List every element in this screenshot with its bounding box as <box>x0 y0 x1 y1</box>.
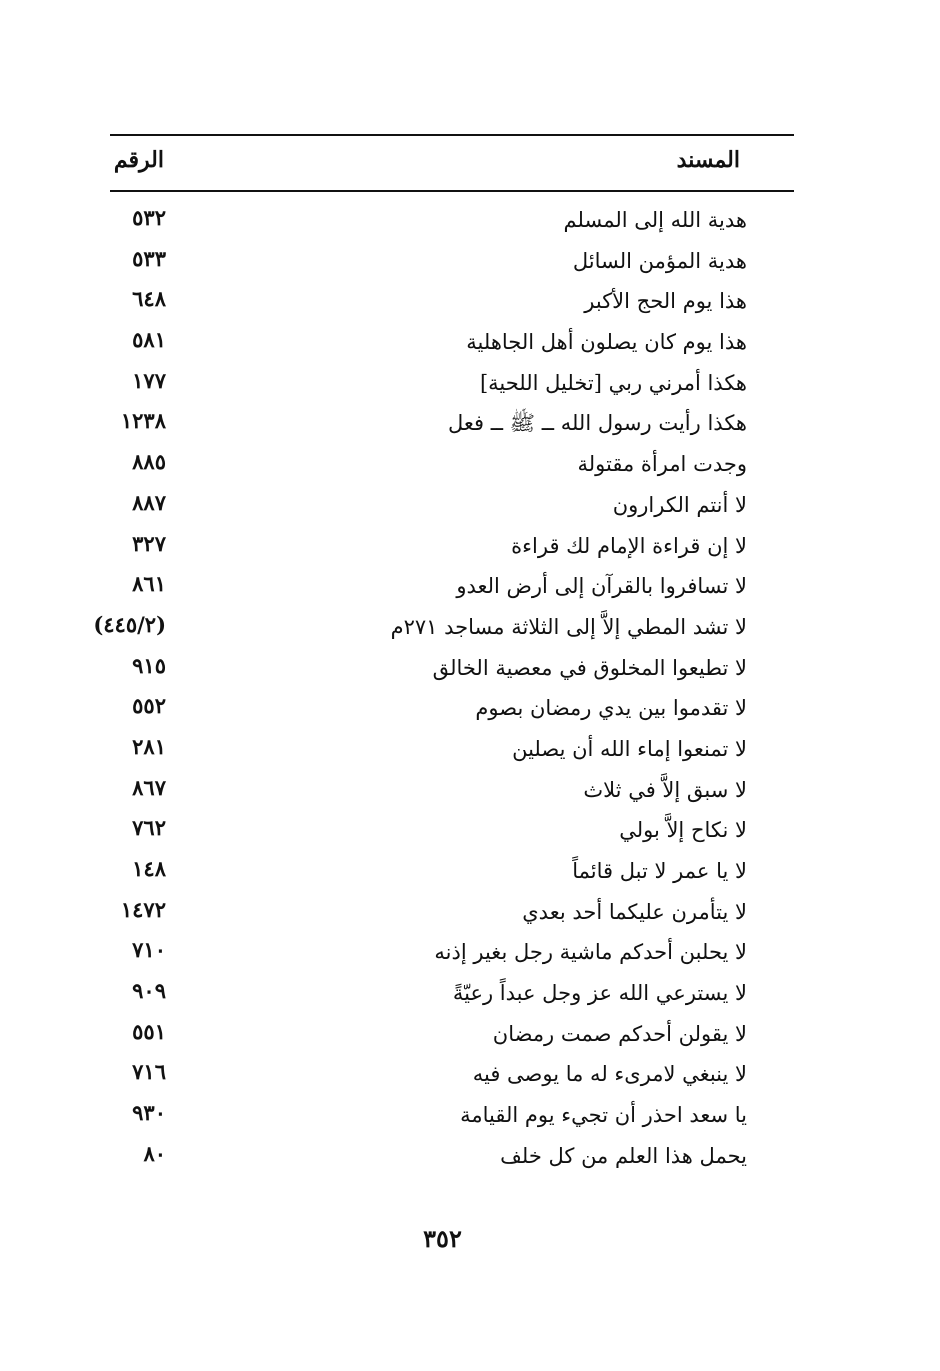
hadith-text: لا تطيعوا المخلوق في معصية الخالق <box>432 655 747 680</box>
hadith-number: ٥٨١ <box>132 327 166 353</box>
hadith-number: ٢٨١ <box>132 733 166 759</box>
list-item <box>100 566 750 607</box>
hadith-number: ١٢٣٨ <box>120 408 166 434</box>
hadith-number: ٨٨٧ <box>132 489 166 515</box>
hadith-number: ٩١٥ <box>132 652 166 678</box>
list-item <box>100 526 750 567</box>
hadith-number: ٧١٠ <box>132 937 166 963</box>
hadith-number: ٨٠ <box>143 1140 166 1166</box>
hadith-text: لا تقدموا بين يدي رمضان بصوم <box>475 696 747 721</box>
hadith-number: ٥٣٣ <box>132 245 166 271</box>
hadith-text: هدية المؤمن السائل <box>572 248 747 273</box>
list-item <box>100 1095 750 1136</box>
hadith-text: وجدت امرأة مقتولة <box>577 452 747 477</box>
hadith-number: ٥٥١ <box>132 1018 166 1044</box>
list-item <box>100 648 750 689</box>
hadith-text: يحمل هذا العلم من كل خلف <box>500 1143 747 1168</box>
hadith-text: لا يقولن أحدكم صمت رمضان <box>492 1021 747 1046</box>
hadith-text: لا تمنعوا إماء الله أن يصلين <box>512 736 747 761</box>
hadith-text: يا سعد احذر أن تجيء يوم القيامة <box>460 1103 747 1128</box>
list-item <box>100 810 750 851</box>
header-bottom-rule <box>110 190 794 192</box>
hadith-number: ٥٥٢ <box>132 693 166 719</box>
hadith-text: هدية الله إلى المسلم <box>563 208 747 232</box>
hadith-text: هذا يوم كان يصلون أهل الجاهلية <box>466 330 747 355</box>
list-item <box>100 729 750 770</box>
index-list <box>93 200 750 1177</box>
hadith-number: ٩٠٩ <box>132 978 166 1004</box>
header-top-rule <box>110 134 794 136</box>
hadith-number: ١٤٧٢ <box>120 896 166 922</box>
hadith-number: ٧٦٢ <box>132 815 166 841</box>
hadith-text: لا يا عمر لا تبل قائماً <box>572 859 747 883</box>
list-item <box>93 607 750 648</box>
list-item <box>100 281 750 322</box>
hadith-number: ٨٦١ <box>132 571 166 597</box>
hadith-text: لا تسافروا بالقرآن إلى أرض العدو <box>456 574 747 599</box>
list-item <box>100 444 750 485</box>
list-item <box>100 363 750 404</box>
list-item <box>100 485 750 526</box>
hadith-number: ٦٤٨ <box>132 286 166 312</box>
hadith-number: ٨٨٥ <box>132 449 166 475</box>
hadith-number: ٣٢٧ <box>132 530 166 556</box>
list-item <box>100 932 750 973</box>
hadith-number: ٩٣٠ <box>132 1100 166 1126</box>
hadith-number: ٧١٦ <box>132 1059 166 1085</box>
hadith-text: لا ينبغي لامرىء له ما يوصى فيه <box>472 1062 747 1087</box>
hadith-text: لا سبق إلاَّ في ثلاث <box>583 777 747 802</box>
list-item <box>100 892 750 933</box>
hadith-text: لا إن قراءة الإمام لك قراءة <box>511 533 747 558</box>
hadith-number: ٥٣٢ <box>132 205 166 230</box>
column-header-musnad: المسند <box>676 147 740 173</box>
list-item <box>100 973 750 1014</box>
list-item <box>100 322 750 363</box>
list-item <box>100 851 750 892</box>
list-item <box>100 770 750 811</box>
hadith-number: ٨٦٧ <box>132 774 166 800</box>
list-item <box>100 403 750 444</box>
list-item <box>100 1054 750 1095</box>
list-item <box>100 241 750 282</box>
hadith-text: لا أنتم الكرارون <box>612 492 747 517</box>
hadith-text: لا نكاح إلاَّ بولي <box>619 818 747 843</box>
list-item <box>100 1014 750 1055</box>
hadith-text: لا تشد المطي إلاَّ إلى الثلاثة مساجد ٢٧١م <box>390 614 747 639</box>
list-item <box>100 1136 750 1177</box>
column-header-number: الرقم <box>113 147 164 173</box>
hadith-text: لا يحلبن أحدكم ماشية رجل بغير إذنه <box>434 940 747 965</box>
hadith-number: (٤٤٥/٢) <box>93 611 166 637</box>
page-number: ٣٥٢ <box>423 1224 462 1253</box>
hadith-text: هذا يوم الحج الأكبر <box>584 289 747 314</box>
list-item <box>100 200 750 241</box>
hadith-number: ١٧٧ <box>132 367 166 393</box>
hadith-text: لا يسترعي الله عز وجل عبداً رعيّةً <box>452 981 747 1006</box>
hadith-text: لا يتأمرن عليكما أحد بعدي <box>522 899 747 924</box>
hadith-text: هكذا أمرني ربي [تخليل اللحية] <box>479 370 747 395</box>
hadith-text: هكذا رأيت رسول الله ــ ﷺ ــ فعل <box>447 411 747 436</box>
list-item <box>100 688 750 729</box>
hadith-number: ١٤٨ <box>132 856 166 881</box>
